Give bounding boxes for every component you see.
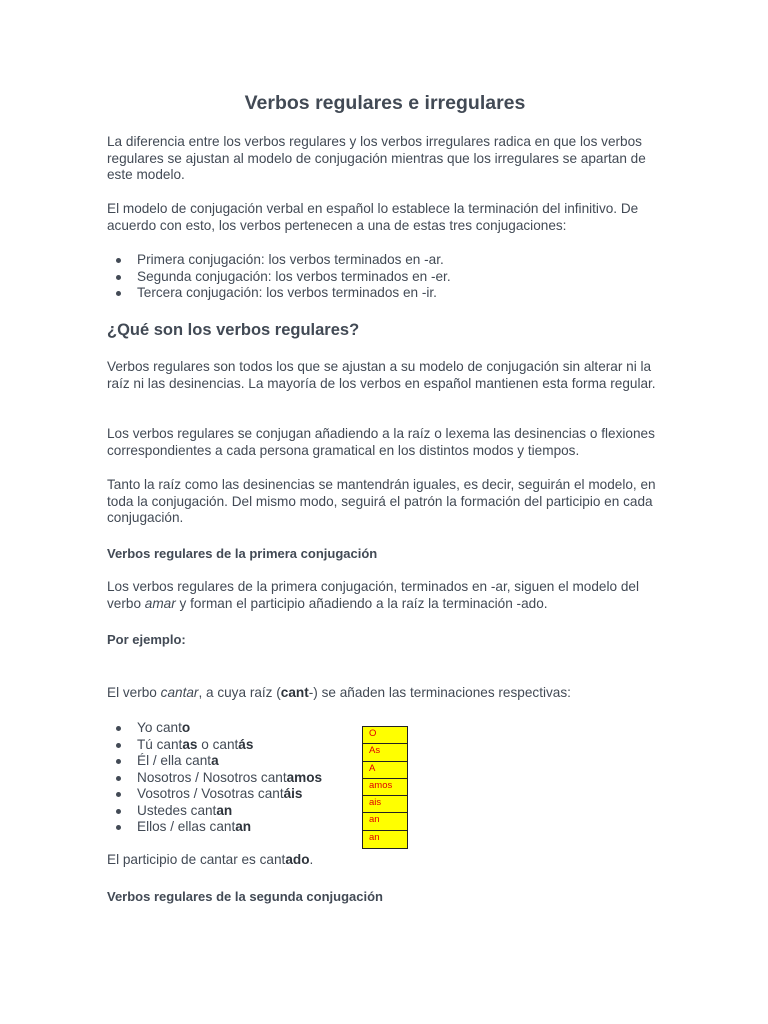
list-item: Segunda conjugación: los verbos terminados en -er.: [107, 269, 451, 286]
section-paragraph-2: Los verbos regulares se conjugan añadiendo a la raíz o lexema las desinencias o flexiones correspondientes a cada persona gramatical en los distintos modos y tiempos.: [107, 426, 655, 458]
section-heading: ¿Qué son los verbos regulares?: [107, 321, 360, 339]
example-verb: cantar: [160, 685, 199, 700]
table-cell: amos: [363, 779, 407, 796]
intro-paragraph-1: La diferencia entre los verbos regulares y los verbos irregulares radica en que los verbos regulares se ajustan al modelo de conjugación mientras que los irregulares se apartan de este modelo.: [107, 134, 646, 182]
table-cell: an: [363, 813, 407, 830]
table-cell: As: [363, 744, 407, 761]
list-item: Nosotros / Nosotros cantamos: [107, 770, 322, 787]
example-label: Por ejemplo:: [107, 632, 186, 647]
second-conjugation-heading: Verbos regulares de la segunda conjugación: [107, 889, 383, 904]
participle-paragraph: El participio de cantar es cantado.: [107, 852, 314, 867]
list-item: Yo canto: [107, 720, 322, 737]
list-item: Primera conjugación: los verbos terminados en -ar.: [107, 252, 451, 269]
model-verb: amar: [144, 595, 176, 611]
example-verb-paragraph: El verbo cantar, a cuya raíz (cant-) se añaden las terminaciones respectivas:: [107, 685, 571, 700]
verb-root: cant: [280, 685, 309, 700]
list-item: Tercera conjugación: los verbos terminados en -ir.: [107, 285, 451, 302]
first-conjugation-heading: Verbos regulares de la primera conjugación: [107, 546, 378, 561]
table-cell: an: [369, 831, 380, 843]
list-item: Vosotros / Vosotras cantáis: [107, 786, 322, 803]
endings-table: [362, 726, 408, 849]
conjugation-list: [107, 720, 322, 836]
section-paragraph-3: Tanto la raíz como las desinencias se mantendrán iguales, es decir, seguirán el modelo, en toda la conjugación. Del mismo modo, seguirá el patrón la formación del participio en cada conjugación.: [107, 477, 656, 525]
list-item: Ellos / ellas cantan: [107, 819, 322, 836]
table-cell: A: [363, 762, 407, 779]
list-item: Tú cantas o cantás: [107, 737, 322, 754]
table-cell: ais: [363, 796, 407, 813]
list-item: Él / ella canta: [107, 753, 322, 770]
table-cell: O: [363, 727, 407, 744]
section-paragraph-1: Verbos regulares son todos los que se ajustan a su modelo de conjugación sin alterar ni la raíz ni las desinencias. La mayoría de los verbos en español mantienen esta forma regular.: [107, 359, 656, 391]
page-title: Verbos regulares e irregulares: [244, 92, 526, 114]
list-item: Ustedes cantan: [107, 803, 322, 820]
participle-ending: ado: [285, 852, 310, 867]
conjugations-list: [107, 252, 451, 302]
intro-paragraph-2: El modelo de conjugación verbal en español lo establece la terminación del infinitivo. De acuerdo con esto, los verbos pertenecen a una de estas tres conjugaciones:: [107, 201, 639, 233]
first-conjugation-paragraph: Los verbos regulares de la primera conjugación, terminados en -ar, siguen el modelo del verbo amar y forman el participio añadiendo a la raíz la terminación -ado.: [107, 579, 639, 611]
